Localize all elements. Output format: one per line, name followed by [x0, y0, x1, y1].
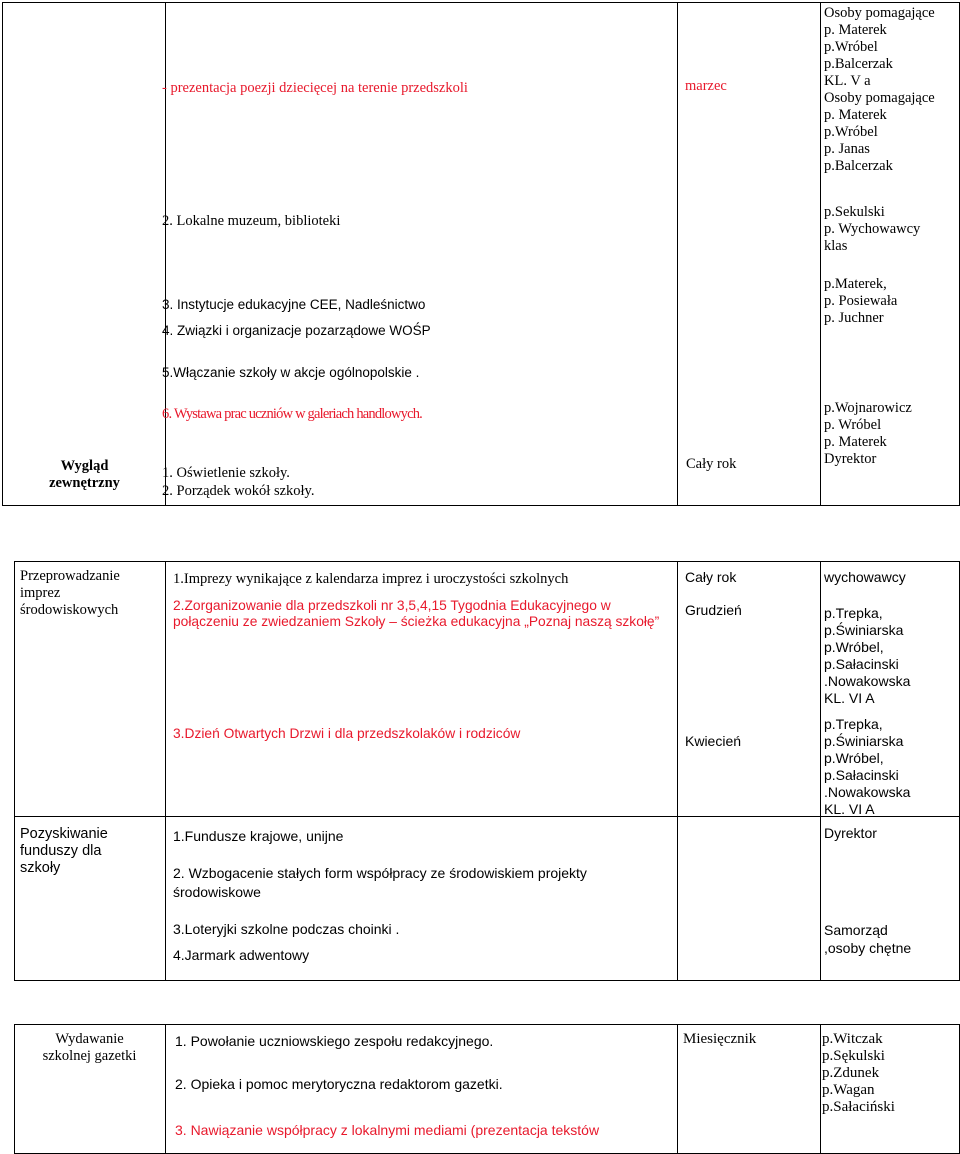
task-text: 2. Wzbogacenie stałych form współpracy ze środowiskiem projekty środowiskowe [173, 865, 587, 900]
person: p.Witczak [822, 1031, 883, 1047]
people-list [824, 276, 897, 327]
task-text: 3.Loteryjki szkolne podczas choinki . [173, 921, 400, 937]
person: p.Świniarska [824, 622, 904, 638]
person: p.Świniarska [824, 733, 904, 749]
term-text: marzec [685, 78, 727, 94]
person: p. Juchner [824, 310, 884, 326]
person: p.Trepka, [824, 716, 883, 732]
person: p.Wagan [822, 1082, 875, 1098]
person: p.Balcerzak [824, 158, 893, 174]
person: p.Materek, [824, 276, 887, 292]
person: p.Wojnarowicz [824, 400, 912, 416]
person: .Nowakowska [824, 784, 911, 800]
task-text: 4. Związki i organizacje pozarządowe WOŚP [162, 323, 431, 338]
person: p.Balcerzak [824, 56, 893, 72]
task-text: 2. Porządek wokół szkoły. [162, 483, 315, 499]
person: p.Wróbel [824, 39, 878, 55]
people-list [824, 605, 910, 707]
person: p.Sałacinski [824, 767, 899, 783]
people-list [824, 400, 912, 468]
category-line: szkolnej gazetki [42, 1048, 137, 1064]
task-text: 5.Włączanie szkoły w akcje ogólnopolskie . [162, 365, 420, 380]
people-list [824, 716, 910, 818]
person: p. Materek [824, 107, 887, 123]
term-text: Miesięcznik [683, 1031, 757, 1047]
person: p.Sałaciński [822, 1099, 895, 1115]
person: klas [824, 238, 848, 254]
person: p.Zdunek [822, 1065, 880, 1081]
person: KL. VI A [824, 690, 875, 706]
task-text: 3. Instytucje edukacyjne CEE, Nadleśnictwo [162, 297, 426, 312]
people-list [824, 204, 920, 255]
term-text: Grudzień [685, 602, 742, 618]
person: p.Sekulski [824, 204, 885, 220]
person: Samorząd [824, 922, 888, 938]
term-text: Kwiecień [685, 733, 742, 749]
task-text: - prezentacja poezji dziecięcej na terenie przedszkoli [162, 80, 468, 96]
people-list [822, 1031, 895, 1116]
person: Dyrektor [824, 825, 877, 841]
category-label [5, 458, 165, 492]
person: p. Materek [824, 434, 887, 450]
people-list [824, 921, 911, 957]
person: ,osoby chętne [824, 940, 912, 956]
category-line: szkoły [20, 860, 61, 876]
task-text: 4.Jarmark adwentowy [173, 947, 310, 963]
category-label [20, 568, 120, 619]
category-line: funduszy dla [20, 843, 102, 859]
person: p. Posiewała [824, 293, 898, 309]
person: KL. VI A [824, 801, 875, 817]
category-line: zewnętrzny [49, 474, 120, 491]
person: p. Materek [824, 22, 887, 38]
tasks-cell [166, 3, 678, 506]
task-text: 3.Dzień Otwartych Drzwi i dla przedszkolaków i rodziców [173, 726, 521, 741]
task-text: 6. Wystawa prac uczniów w galeriach handlowych. [162, 406, 423, 422]
term-text: Cały rok [686, 456, 737, 472]
term-text: Cały rok [685, 569, 737, 585]
category-line: Pozyskiwanie [20, 826, 108, 842]
person: wychowawcy [824, 569, 906, 585]
person: Osoby pomagające [824, 90, 935, 106]
person: p.Sękulski [822, 1048, 885, 1064]
task-text: 2. Lokalne muzeum, biblioteki [162, 213, 341, 229]
person: p. Wróbel [824, 417, 882, 433]
table-appearance [2, 2, 960, 506]
category-line: imprez [20, 585, 61, 601]
task-text: 1.Imprezy wynikające z kalendarza imprez i uroczystości szkolnych [173, 571, 569, 587]
category-label [20, 826, 108, 877]
task-text: 1. Oświetlenie szkoły. [162, 465, 290, 481]
person: p.Wróbel [824, 124, 878, 140]
person: p. Wychowawcy [824, 221, 921, 237]
task-text: 1. Powołanie uczniowskiego zespołu redakcyjnego. [175, 1033, 494, 1049]
category-line: Wygląd [60, 457, 109, 474]
person: p.Wróbel, [824, 750, 884, 766]
category-label [14, 1031, 165, 1065]
category-line: Wydawanie [55, 1031, 124, 1047]
task-text: 2. Opieka i pomoc merytoryczna redaktorom gazetki. [175, 1076, 503, 1092]
person: p.Wróbel, [824, 639, 884, 655]
task-text: 3. Nawiązanie współpracy z lokalnymi mediami (prezentacja tekstów [175, 1122, 600, 1138]
person: p.Sałacinski [824, 656, 899, 672]
category-line: środowiskowych [20, 602, 119, 618]
task-text: 1.Fundusze krajowe, unijne [173, 828, 344, 844]
people-list [824, 5, 935, 175]
category-line: Przeprowadzanie [20, 568, 120, 584]
terms-cell [678, 562, 821, 817]
terms-cell [678, 817, 821, 981]
task-text: 2.Zorganizowanie dla przedszkoli nr 3,5,4,15 Tygodnia Edukacyjnego w połączeniu ze zwiedzaniem Szkoły – ścieżka edukacyjna „Poznaj naszą szkołę” [173, 598, 660, 629]
person: p. Janas [824, 141, 870, 157]
category-cell [3, 3, 166, 506]
person: p.Trepka, [824, 605, 883, 621]
person: KL. V a [824, 73, 871, 89]
person: Osoby pomagające [824, 5, 935, 21]
person: Dyrektor [824, 451, 877, 467]
person: .Nowakowska [824, 673, 911, 689]
